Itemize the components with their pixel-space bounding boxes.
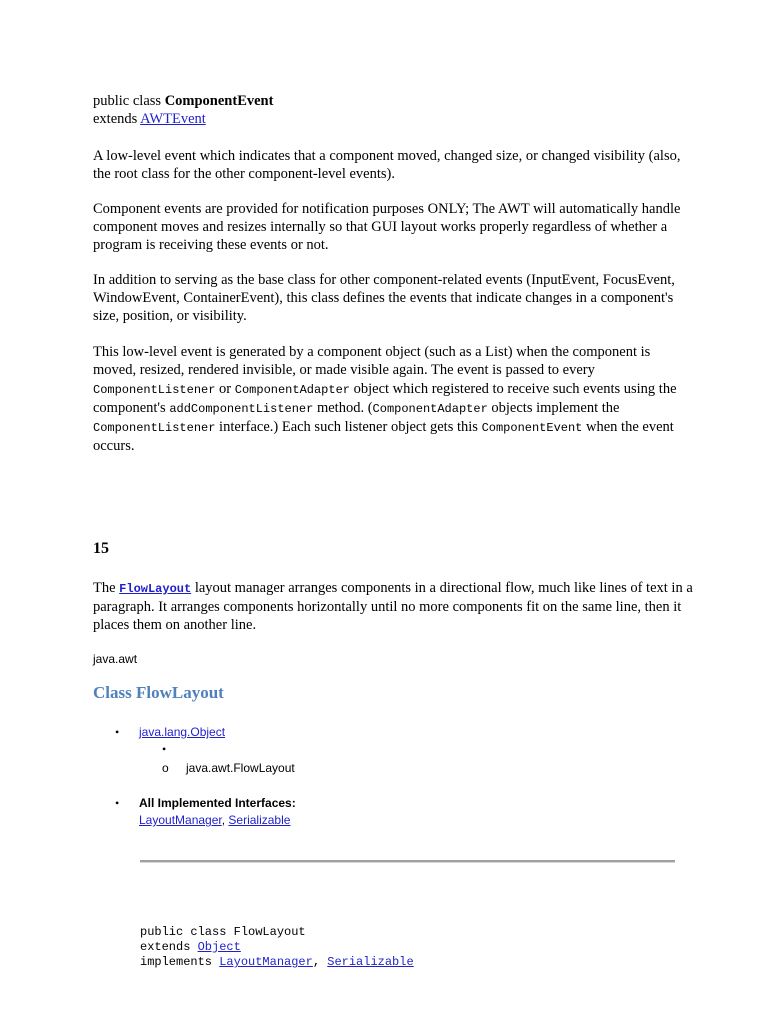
serializable-link[interactable]: Serializable <box>228 813 291 827</box>
sub-bullet-marker: o <box>162 761 169 775</box>
paragraph-3: In addition to serving as the base class for other component-related events (InputEvent, FocusEvent, WindowEvent, ContainerEvent), this class defines the events that indicate changes in a component's size, position, or visibility. <box>93 272 675 324</box>
horizontal-rule <box>140 860 675 863</box>
flowlayout-class-path: java.awt.FlowLayout <box>186 761 295 775</box>
class-name: ComponentEvent <box>164 93 274 109</box>
bullet-marker: • <box>162 742 167 756</box>
serializable-code-link[interactable]: Serializable <box>327 955 414 969</box>
interfaces-label: All Implemented Interfaces: <box>139 796 296 810</box>
p4-code: ComponentListener <box>93 382 216 397</box>
interfaces-list <box>139 813 290 827</box>
intro-text: layout manager arranges components in a directional flow, much like lines of text in a paragraph. It arranges components horizontally until no more components fit on the same line, then it places them on another line. <box>93 580 693 633</box>
decl-line-2 <box>140 940 241 955</box>
flowlayout-intro <box>93 579 693 634</box>
interface-separator: , <box>221 813 229 827</box>
decl-implements: implements <box>140 955 220 969</box>
p4-code: ComponentAdapter <box>234 382 350 397</box>
p4-text: object which registered to receive such events using the component's <box>93 380 677 416</box>
decl-extends: extends <box>140 940 198 954</box>
extends-prefix: extends <box>93 111 141 127</box>
paragraph-1: A low-level event which indicates that a component moved, changed size, or changed visibility (also, the root class for the other component-level events). <box>93 148 681 182</box>
p4-code: ComponentAdapter <box>372 401 488 416</box>
p4-text: objects implement the <box>487 399 620 416</box>
awtevent-link[interactable]: AWTEvent <box>140 111 206 127</box>
p4-text: method. ( <box>313 399 373 416</box>
class-declaration <box>93 92 693 128</box>
paragraph-4 <box>93 343 693 456</box>
java-lang-object-link[interactable]: java.lang.Object <box>139 725 226 739</box>
flowlayout-link[interactable]: FlowLayout <box>119 582 192 596</box>
p4-text: or <box>215 380 235 397</box>
p4-text: when the event occurs. <box>93 419 674 455</box>
p4-code: ComponentListener <box>93 421 216 436</box>
paragraph-2: Component events are provided for notification purposes ONLY; The AWT will automatically handle component moves and resizes internally so that GUI layout works properly regardless of whether a program is receiving these events or not. <box>93 201 681 253</box>
decl-separator: , <box>312 955 328 969</box>
object-link[interactable]: Object <box>197 940 241 954</box>
layoutmanager-code-link[interactable]: LayoutManager <box>219 955 313 969</box>
layoutmanager-link[interactable]: LayoutManager <box>139 813 222 827</box>
intro-text: The <box>93 580 120 596</box>
decl-line-1: public class FlowLayout <box>140 925 306 939</box>
p4-text: interface.) Each such listener object gets this <box>215 419 482 436</box>
section-number: 15 <box>93 540 109 557</box>
package-name: java.awt <box>93 652 138 666</box>
p4-code: ComponentEvent <box>481 421 583 436</box>
decl-line-3 <box>140 955 414 970</box>
bullet-marker: • <box>115 725 120 739</box>
bullet-marker: • <box>115 796 120 810</box>
decl-prefix: public class <box>93 93 165 109</box>
class-title: Class FlowLayout <box>93 683 224 702</box>
p4-text: This low-level event is generated by a component object (such as a List) when the component is moved, resized, rendered invisible, or made visible again. The event is passed to every <box>93 344 651 379</box>
p4-code: addComponentListener <box>169 401 314 416</box>
